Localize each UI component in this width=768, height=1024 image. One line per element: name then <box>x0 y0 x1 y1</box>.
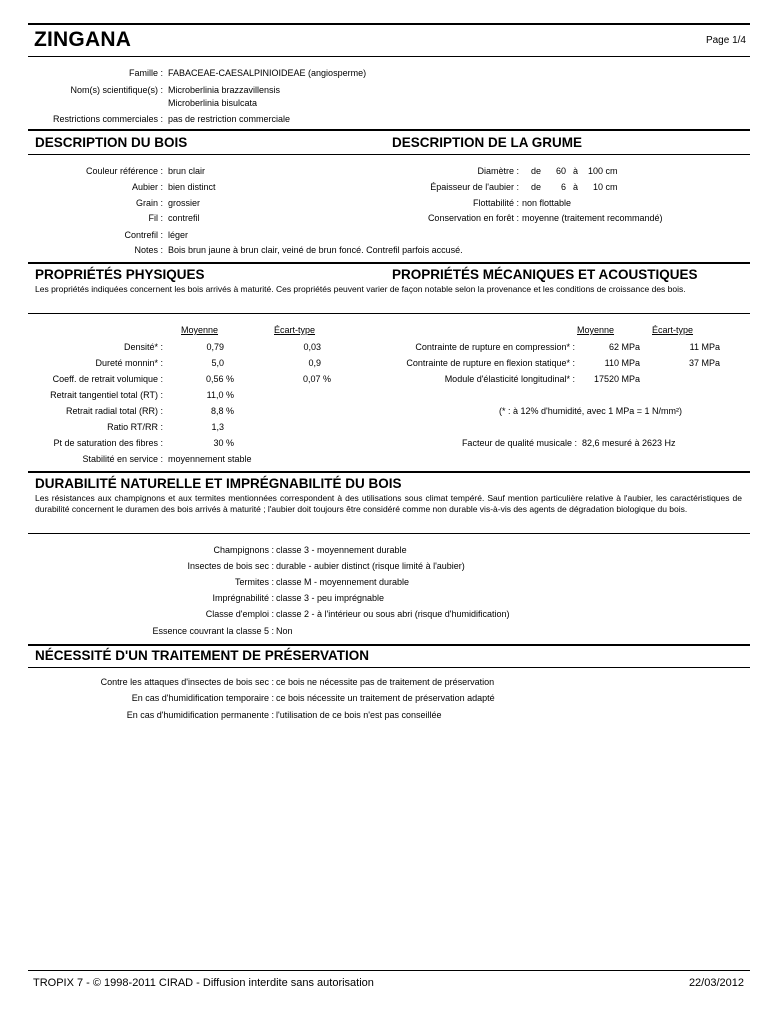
stabilite-label: Stabilité en service : <box>82 454 163 464</box>
durabilite-rule <box>28 471 750 473</box>
fil-label: Fil : <box>148 213 163 223</box>
footer-rule <box>28 970 750 971</box>
stabilite-value: moyennement stable <box>168 454 252 464</box>
couleur-value: brun clair <box>168 166 206 176</box>
flexion-moyenne: 110 MPa <box>604 358 640 368</box>
classe-emploi-label: Classe d'emploi : <box>205 609 274 619</box>
impregnabilite-value: classe 3 - peu imprégnable <box>276 593 385 603</box>
classe-emploi-value: classe 2 - à l'intérieur ou sous abri (risque d'humidification) <box>276 609 510 619</box>
ratio-moyenne: 1,3 <box>211 422 224 432</box>
famille-label: Famille : <box>128 68 163 78</box>
flexion-label: Contrainte de rupture en flexion statique* : <box>406 358 575 368</box>
durete-label: Dureté monnin* : <box>95 358 163 368</box>
saturation-moyenne: 30 % <box>213 438 234 448</box>
diametre-min: 60 <box>555 166 566 176</box>
conservation-value: moyenne (traitement recommandé) <box>522 213 663 223</box>
restrictions-label: Restrictions commerciales : <box>52 114 163 124</box>
compression-moyenne: 62 MPa <box>608 342 640 352</box>
page-number: Page 1/4 <box>705 35 746 46</box>
classe5-value: Non <box>276 626 293 636</box>
humid-temporaire-label: En cas d'humidification temporaire : <box>131 693 274 703</box>
contrefil-value: léger <box>168 230 189 240</box>
notes-label: Notes : <box>134 245 163 255</box>
humid-temporaire-value: ce bois nécessite un traitement de préservation adapté <box>276 693 495 703</box>
insectes-sec-value: ce bois ne nécessite pas de traitement de préservation <box>276 677 495 687</box>
nom-scientifique-label: Nom(s) scientifique(s) : <box>70 85 163 95</box>
diametre-max: 100 cm <box>588 166 618 176</box>
conservation-label: Conservation en forêt : <box>427 213 519 223</box>
retrait-volumique-label: Coeff. de retrait volumique : <box>52 374 163 384</box>
epaisseur-aubier-a: à <box>573 182 579 192</box>
densite-moyenne: 0,79 <box>206 342 224 352</box>
durete-ecart: 0,9 <box>308 358 321 368</box>
header-rule <box>28 56 750 57</box>
proprietes-physiques-heading: PROPRIÉTÉS PHYSIQUES <box>35 267 205 282</box>
epaisseur-aubier-min: 6 <box>560 182 566 192</box>
durabilite-underline <box>28 533 750 534</box>
elasticite-moyenne: 17520 MPa <box>593 374 640 384</box>
aubier-label: Aubier : <box>131 182 163 192</box>
proprietes-mecaniques-heading: PROPRIÉTÉS MÉCANIQUES ET ACOUSTIQUES <box>392 267 698 282</box>
durabilite-heading: DURABILITÉ NATURELLE ET IMPRÉGNABILITÉ DU BOIS <box>35 476 402 491</box>
diametre-a: à <box>573 166 579 176</box>
mecaniques-col-ecart: Écart-type <box>652 325 694 335</box>
top-rule <box>28 23 750 25</box>
diametre-label: Diamètre : <box>477 166 519 176</box>
aubier-value: bien distinct <box>168 182 216 192</box>
classe5-label: Essence couvrant la classe 5 : <box>152 626 274 636</box>
densite-ecart: 0,03 <box>303 342 321 352</box>
humid-permanente-value: l'utilisation de ce bois n'est pas conseillée <box>276 710 442 720</box>
couleur-label: Couleur référence : <box>85 166 163 176</box>
traitement-heading: NÉCESSITÉ D'UN TRAITEMENT DE PRÉSERVATION <box>35 648 369 663</box>
species-title: ZINGANA <box>34 28 132 51</box>
description-bois-heading: DESCRIPTION DU BOIS <box>35 135 188 150</box>
musicale-label: Facteur de qualité musicale : <box>461 438 577 448</box>
saturation-label: Pt de saturation des fibres : <box>53 438 163 448</box>
restrictions-value: pas de restriction commerciale <box>168 114 291 124</box>
description-grume-heading: DESCRIPTION DE LA GRUME <box>392 135 583 150</box>
diametre-de: de <box>531 166 542 176</box>
flottabilite-label: Flottabilité : <box>472 198 519 208</box>
footer-copyright: TROPIX 7 - © 1998-2011 CIRAD - Diffusion interdite sans autorisation <box>33 977 374 989</box>
ratio-label: Ratio RT/RR : <box>107 422 163 432</box>
retrait-tangentiel-moyenne: 11,0 % <box>206 390 234 400</box>
retrait-volumique-ecart: 0,07 % <box>302 374 331 384</box>
insectes-value: durable - aubier distinct (risque limité à l'aubier) <box>276 561 465 571</box>
traitement-underline <box>28 667 750 668</box>
physiques-col-ecart: Écart-type <box>274 325 316 335</box>
humidite-note: (* : à 12% d'humidité, avec 1 MPa = 1 N/mm²) <box>499 406 683 416</box>
retrait-radial-moyenne: 8,8 % <box>210 406 234 416</box>
description-underline <box>28 154 750 155</box>
nom-scientifique-value-1: Microberlinia brazzavillensis <box>168 85 281 95</box>
impregnabilite-label: Imprégnabilité : <box>212 593 274 603</box>
fil-value: contrefil <box>168 213 200 223</box>
durete-moyenne: 5,0 <box>211 358 224 368</box>
insectes-label: Insectes de bois sec : <box>187 561 274 571</box>
physiques-col-moyenne: Moyenne <box>181 325 219 335</box>
footer-date: 22/03/2012 <box>688 977 744 989</box>
champignons-label: Champignons : <box>213 545 274 555</box>
humid-permanente-label: En cas d'humidification permanente : <box>126 710 274 720</box>
retrait-volumique-moyenne: 0,56 % <box>205 374 234 384</box>
grain-label: Grain : <box>135 198 163 208</box>
durabilite-intro: Les résistances aux champignons et aux termites mentionnées correspondent à des utilisations sous climat tempéré. Sauf mention particulière relative à l'aubier, les caractéristiques de durabilité concernent le duramen des bois arrivés à maturité ; l'aubier doit toujours être considéré comme non durable vis-à-vis des agents de dégradation biologique du bois. <box>35 493 742 514</box>
termites-value: classe M - moyennement durable <box>276 577 410 587</box>
epaisseur-aubier-max: 10 cm <box>593 182 618 192</box>
compression-ecart: 11 MPa <box>689 342 720 352</box>
epaisseur-aubier-label: Épaisseur de l'aubier : <box>430 182 519 192</box>
elasticite-label: Module d'élasticité longitudinal* : <box>444 374 575 384</box>
termites-label: Termites : <box>234 577 274 587</box>
traitement-rule <box>28 644 750 646</box>
retrait-tangentiel-label: Retrait tangentiel total (RT) : <box>50 390 163 400</box>
notes-value: Bois brun jaune à brun clair, veiné de brun foncé. Contrefil parfois accusé. <box>168 245 463 255</box>
flexion-ecart: 37 MPa <box>688 358 720 368</box>
insectes-sec-label: Contre les attaques d'insectes de bois sec : <box>100 677 274 687</box>
epaisseur-aubier-de: de <box>531 182 542 192</box>
musicale-value: 82,6 mesuré à 2623 Hz <box>582 438 676 448</box>
proprietes-rule <box>28 262 750 264</box>
grain-value: grossier <box>168 198 201 208</box>
proprietes-underline <box>28 313 750 314</box>
physiques-intro: Les propriétés indiquées concernent les bois arrivés à maturité. Ces propriétés peuvent varier de façon notable selon la provenance et les conditions de croissance des bois. <box>35 284 686 294</box>
description-rule <box>28 129 750 131</box>
flottabilite-value: non flottable <box>522 198 572 208</box>
champignons-value: classe 3 - moyennement durable <box>276 545 407 555</box>
densite-label: Densité* : <box>123 342 163 352</box>
mecaniques-col-moyenne: Moyenne <box>577 325 615 335</box>
compression-label: Contrainte de rupture en compression* : <box>415 342 575 352</box>
famille-value: FABACEAE-CAESALPINIOIDEAE (angiosperme) <box>168 68 367 78</box>
contrefil-label: Contrefil : <box>124 230 163 240</box>
retrait-radial-label: Retrait radial total (RR) : <box>65 406 163 416</box>
nom-scientifique-value-2: Microberlinia bisulcata <box>168 98 258 108</box>
